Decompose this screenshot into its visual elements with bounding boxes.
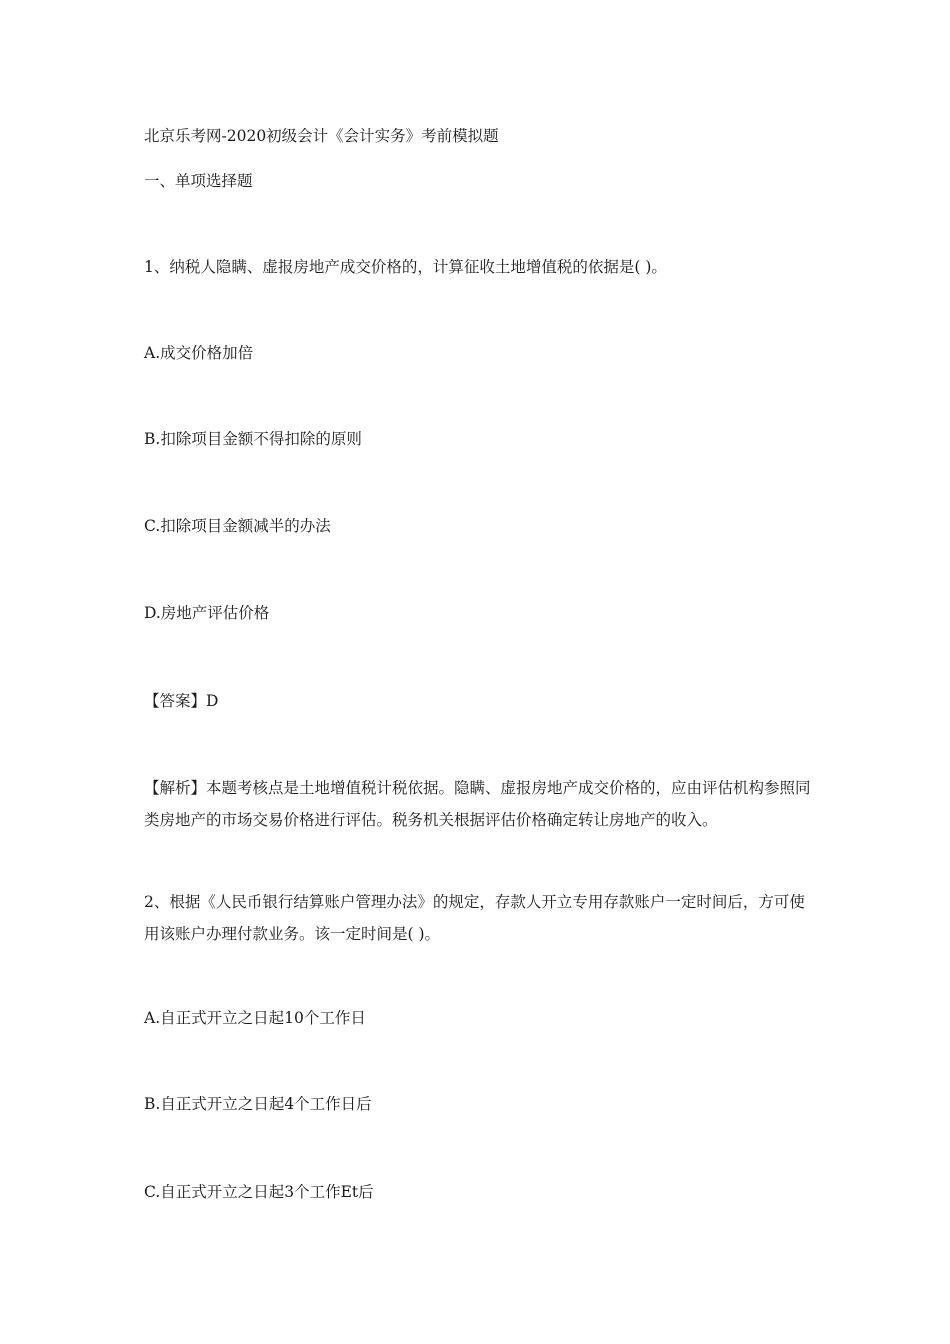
question-2-option-c: C.自正式开立之日起3个工作Et后	[144, 1183, 374, 1201]
question-1-option-b: B.扣除项目金额不得扣除的原则	[144, 430, 362, 448]
question-1-answer: 【答案】D	[144, 692, 219, 710]
question-2-option-b: B.自正式开立之日起4个工作日后	[144, 1095, 372, 1113]
question-1-option-c: C.扣除项目金额减半的办法	[144, 517, 331, 535]
question-2-option-a: A.自正式开立之日起10个工作日	[144, 1009, 366, 1027]
question-1-analysis: 【解析】本题考核点是土地增值税计税依据。隐瞒、虚报房地产成交价格的，应由评估机构参照同类房地产的市场交易价格进行评估。税务机关根据评估价格确定转让房地产的收入。	[144, 779, 811, 829]
question-1-option-d: D.房地产评估价格	[144, 604, 270, 622]
question-2-stem: 2、根据《人民币银行结算账户管理办法》的规定，存款人开立专用存款账户一定时间后，方可使用该账户办理付款业务。该一定时间是( )。	[144, 893, 805, 943]
document-title: 北京乐考网-2020初级会计《会计实务》考前模拟题	[144, 127, 499, 145]
section-heading: 一、单项选择题	[144, 172, 253, 190]
question-1-stem: 1、纳税人隐瞒、虚报房地产成交价格的，计算征收土地增值税的依据是( )。	[144, 258, 667, 276]
question-1-option-a: A.成交价格加倍	[144, 344, 254, 362]
